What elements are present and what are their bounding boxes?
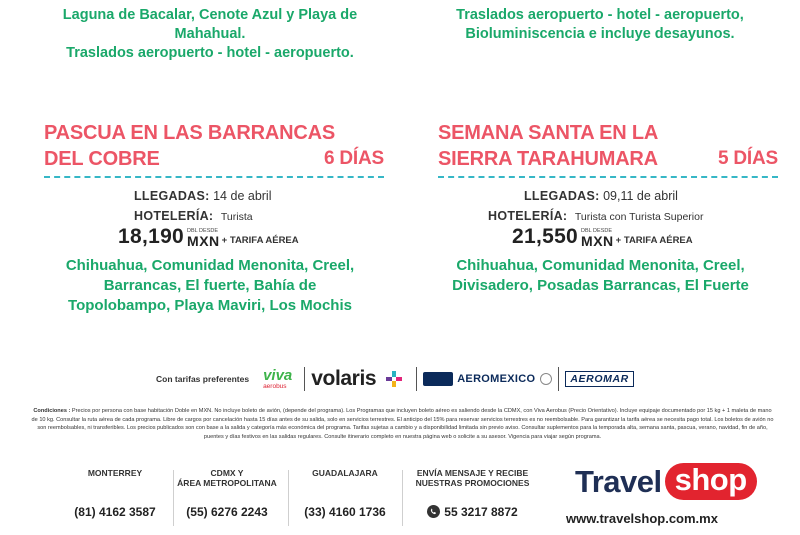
dbl-desde-label: DBL DESDE: [187, 228, 219, 234]
logo-divider: [304, 367, 305, 391]
contact-label: GUADALAJARA: [312, 468, 378, 478]
phone-number[interactable]: (81) 4162 3587: [74, 505, 156, 519]
package-title-line: PASCUA EN LAS BARRANCAS: [44, 122, 335, 144]
conditions-fine-print: [30, 407, 775, 442]
dbl-desde-label: DBL DESDE: [581, 228, 613, 234]
top-left-line: Mahahual.: [174, 26, 246, 42]
dashed-divider: [438, 176, 778, 178]
phone-number[interactable]: (55) 6276 2243: [186, 505, 268, 519]
price-amount: 18,190: [118, 225, 185, 248]
logo-divider: [416, 367, 417, 391]
currency-label: MXN: [187, 233, 220, 249]
aeromar-logo: AEROMAR: [565, 371, 633, 387]
contact-label: ENVÍA MENSAJE Y RECIBE: [416, 468, 529, 478]
preferred-fares-label: Con tarifas preferentes: [156, 374, 250, 384]
aerobus-wordmark: aerobus: [263, 382, 287, 390]
tarifa-aerea-label: + TARIFA AÉREA: [615, 235, 693, 246]
aeromexico-logo: [423, 372, 552, 386]
route-line: Divisadero, Posadas Barrancas, El Fuerte: [452, 277, 749, 294]
package-title-line: SEMANA SANTA EN LA: [438, 122, 659, 144]
price-row: [118, 226, 299, 248]
logo-travel-word: Travel: [575, 463, 662, 499]
conditions-label: Condiciones :: [33, 408, 71, 414]
hoteleria-label: HOTELERÍA:: [488, 209, 568, 223]
volaris-logo: volaris: [311, 367, 377, 390]
package-card-tarahumara: [438, 120, 778, 178]
phone-number: 55 3217 8872: [444, 505, 518, 519]
viva-wordmark: viva: [263, 366, 293, 384]
logo-shop-word: shop: [665, 463, 757, 500]
llegadas-row: [134, 189, 271, 203]
llegadas-value: 14 de abril: [213, 189, 272, 203]
top-right-description: [420, 6, 780, 44]
contact-cdmx: [172, 468, 282, 519]
contact-label: MONTERREY: [87, 468, 143, 478]
llegadas-label: LLEGADAS:: [524, 189, 600, 203]
dashed-divider: [44, 176, 384, 178]
hoteleria-label: HOTELERÍA:: [134, 209, 214, 223]
hoteleria-row: [488, 209, 703, 223]
contact-monterrey: [60, 468, 170, 519]
contact-divider: [288, 470, 289, 526]
aeromexico-eagle-icon: [423, 372, 453, 386]
hoteleria-row: [134, 209, 253, 223]
route-description: [30, 256, 390, 316]
contact-label: NUESTRAS PROMOCIONES: [415, 478, 530, 488]
whatsapp-number-row[interactable]: [400, 505, 545, 519]
package-title-line: DEL COBRE: [44, 148, 160, 170]
contact-guadalajara: [290, 468, 400, 519]
hoteleria-value: Turista con Turista Superior: [574, 211, 704, 223]
package-title: [438, 120, 778, 172]
contact-whatsapp: [400, 468, 545, 519]
top-right-line: Bioluminiscencia e incluye desayunos.: [465, 26, 735, 42]
viva-aerobus-logo: [263, 366, 293, 390]
hoteleria-value: Turista: [220, 211, 253, 223]
package-title-line: SIERRA TARAHUMARA: [438, 148, 658, 170]
currency-label: MXN: [581, 233, 614, 249]
top-left-description: [20, 6, 400, 63]
aeromexico-wordmark: AEROMEXICO: [457, 373, 536, 385]
contact-label: ÁREA METROPOLITANA: [177, 478, 277, 488]
route-line: Chihuahua, Comunidad Menonita, Creel,: [65, 257, 355, 274]
route-line: Topolobampo, Playa Maviri, Los Mochis: [68, 297, 352, 314]
llegadas-label: LLEGADAS:: [134, 189, 210, 203]
currency-block: [187, 228, 220, 248]
route-line: Chihuahua, Comunidad Menonita, Creel,: [456, 257, 745, 274]
conditions-text: Precios por persona con base habitación Doble en MXN. No incluye boleto de avión, (depende del programa). Los Programas que incluyen boleto aéreo es saliendo desde la CDMX, con Viva Aerobus (Precio Orientativo). Incluye equipaje documentado por 15 kg + 1 maleta de mano de 10 kg. Consultar la ruta aérea de cada programa. Libre de cargos por cancelación hasta 15 días antes de su salida, solo en servicios terrestres. El anticipo del 15% para reservar servicios terrestres es no reembolsable. Para garantizar la tarifa aérea se necesita pago total. Los boletos de avión no son reembolsables, ni transferibles. Los precios publicados son con base a la salida y categoría más económica del programa. Tarifas sujetas a cambio y a disponibilidad limitada sin previo aviso. Consultar suplementos para la temporada alta, semana santa, pascua, verano, navidad, fin de año, puentes y días festivos en las salidas regulares. Consulte itinerario completo en nuestra página web o solicite a su asesor. Vigencia para viajar según programa.: [31, 408, 774, 441]
package-card-barrancas: [44, 120, 384, 178]
price-amount: 21,550: [512, 225, 579, 248]
travelshop-logo[interactable]: [575, 463, 757, 500]
llegadas-row: [524, 189, 678, 203]
package-title: [44, 120, 384, 172]
top-right-line: Traslados aeropuerto - hotel - aeropuerto,: [456, 7, 744, 23]
airline-logos-strip: [156, 364, 634, 394]
skyteam-icon: [540, 373, 552, 385]
volaris-cross-icon: [386, 371, 402, 387]
logo-divider: [558, 367, 559, 391]
top-left-line: Traslados aeropuerto - hotel - aeropuerto.: [66, 45, 354, 61]
route-line: Barrancas, El fuerte, Bahía de: [103, 277, 317, 294]
website-link[interactable]: www.travelshop.com.mx: [566, 511, 718, 526]
llegadas-value: 09,11 de abril: [603, 189, 678, 203]
top-left-line: Laguna de Bacalar, Cenote Azul y Playa de: [62, 7, 358, 23]
price-row: [512, 226, 693, 248]
package-days: 6 DÍAS: [323, 148, 384, 169]
tarifa-aerea-label: + TARIFA AÉREA: [221, 235, 299, 246]
route-description: [418, 256, 783, 296]
currency-block: [581, 228, 614, 248]
phone-number[interactable]: (33) 4160 1736: [304, 505, 386, 519]
package-days: 5 DÍAS: [717, 148, 778, 169]
whatsapp-icon: [427, 505, 440, 518]
contact-label: CDMX Y: [210, 468, 244, 478]
